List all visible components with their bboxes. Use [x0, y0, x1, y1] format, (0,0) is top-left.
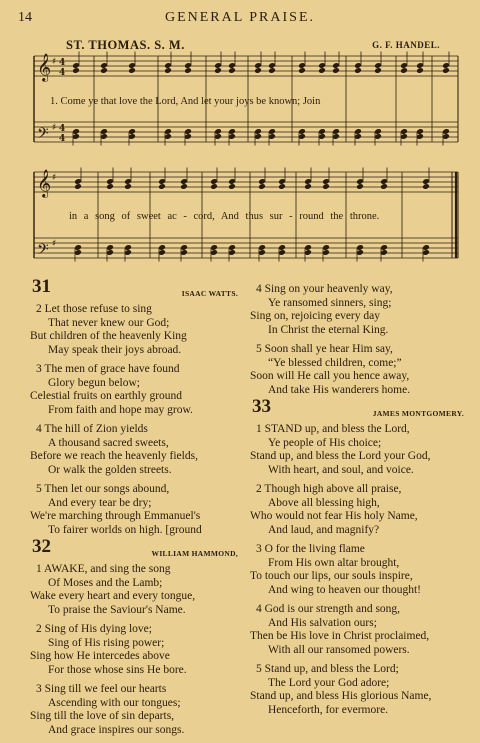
- music-notes: [37, 52, 450, 263]
- note-head: [128, 67, 136, 74]
- stanza: [30, 483, 242, 537]
- note-head: [210, 183, 218, 190]
- hymn-number: 31: [32, 276, 51, 297]
- hymn-32-stanzas: [30, 563, 242, 737]
- stanza-line: Soon will He call you hence away,: [250, 370, 410, 382]
- hymn-32-continued-stanzas: [250, 283, 468, 397]
- note-head: [278, 183, 286, 190]
- stanza: [30, 303, 242, 357]
- stanza-line: 1 AWAKE, and sing the song: [36, 563, 171, 575]
- note-head: [268, 67, 276, 74]
- time-signature: 4: [59, 58, 66, 68]
- stanza: [250, 483, 468, 537]
- note-head: [214, 67, 222, 74]
- stanza-line: Ascending with our tongues;: [48, 696, 181, 709]
- stanza-line: Sing of His rising power;: [48, 636, 165, 649]
- stanza-line: 4 Sing on your heavenly way,: [256, 283, 393, 295]
- note-head: [180, 183, 188, 190]
- tune-name: ST. THOMAS. S. M.: [66, 38, 185, 52]
- note-head: [74, 183, 82, 190]
- stanza-line: And His salvation ours;: [268, 616, 377, 629]
- time-signature: 4: [59, 124, 66, 134]
- stanza-line: And take His wanderers home.: [268, 383, 411, 396]
- stanza-line: Stand up, and bless the Lord your God,: [250, 450, 431, 462]
- stanza-line: Who would not fear His holy Name,: [250, 510, 418, 522]
- note-head: [158, 183, 166, 190]
- stanza-line: 5 Then let our songs abound,: [36, 483, 170, 495]
- hymn-number: 32: [32, 536, 51, 557]
- stanza-line: Sing till the love of sin departs,: [30, 710, 175, 722]
- stanza-line: We're marching through Emmanuel's: [30, 510, 201, 522]
- stanza-line: To fairer worlds on high. [ground: [48, 523, 202, 536]
- note-head: [400, 67, 408, 74]
- stanza-line: Glory begun below;: [48, 376, 140, 389]
- time-signature: 4: [59, 134, 66, 144]
- stanza-line: To touch our lips, our souls inspire,: [250, 570, 413, 582]
- stanza-line: Of Moses and the Lamb;: [48, 576, 163, 589]
- stanza: [250, 663, 468, 717]
- stanza-line: To praise the Saviour's Name.: [48, 603, 186, 616]
- stanza-line: From His own altar brought,: [268, 556, 400, 569]
- note-head: [374, 67, 382, 74]
- stanza-line: That never knew our God;: [48, 316, 170, 329]
- stanza-line: Sing on, rejoicing every day: [250, 310, 380, 322]
- stanza-line: Wake every heart and every tongue,: [30, 590, 196, 602]
- hymn-author: WILLIAM HAMMOND,: [151, 549, 238, 558]
- hymn-heading: [30, 536, 242, 563]
- stanza-line: 3 Sing till we feel our hearts: [36, 683, 167, 695]
- note-head: [356, 183, 364, 190]
- note-head: [380, 183, 388, 190]
- stanza-line: Ye ransomed sinners, sing;: [268, 296, 392, 309]
- stanza-line: Or walk the golden streets.: [48, 463, 172, 476]
- music-score: [0, 0, 480, 285]
- note-head: [442, 67, 450, 74]
- stanza-line: 2 Let those refuse to sing: [36, 303, 152, 315]
- stanza: [250, 543, 468, 597]
- page-number: 14: [18, 10, 32, 25]
- stanza-line: 4 God is our strength and song,: [256, 603, 401, 615]
- stanza-line: With heart, and soul, and voice.: [268, 463, 414, 476]
- key-signature-icon: ♯: [52, 173, 57, 183]
- stanza-line: 5 Soon shall ye hear Him say,: [256, 343, 393, 355]
- stanza-line: With all our ransomed powers.: [268, 643, 410, 656]
- note-head: [228, 67, 236, 74]
- staff-lines: [34, 56, 458, 258]
- stanza: [30, 363, 242, 417]
- lyric-line-1: 1. Come ye that love the Lord, And let your joys be known; Join: [50, 96, 321, 107]
- stanza-line: And wing to heaven our thought!: [268, 583, 421, 596]
- hymn-31-stanzas: [30, 303, 242, 537]
- stanza: [250, 343, 468, 397]
- page-title: GENERAL PRAISE.: [164, 10, 316, 25]
- stanza: [30, 423, 242, 477]
- note-head: [228, 183, 236, 190]
- stanza: [30, 623, 242, 677]
- stanza-line: 4 The hill of Zion yields: [36, 423, 148, 435]
- stanza-line: From faith and hope may grow.: [48, 403, 193, 416]
- note-head: [354, 67, 362, 74]
- stanza-line: But children of the heavenly King: [30, 330, 187, 342]
- stanza-line: Henceforth, for evermore.: [268, 703, 389, 716]
- stanza-line: And laud, and magnify?: [268, 523, 380, 536]
- stanza-line: 5 Stand up, and bless the Lord;: [256, 663, 399, 675]
- stanza-line: In Christ the eternal King.: [268, 323, 389, 336]
- stanza: [250, 603, 468, 657]
- hymn-number: 33: [252, 396, 271, 417]
- hymn-heading: [30, 276, 242, 303]
- stanza-line: Ye people of His choice;: [268, 436, 382, 449]
- note-head: [416, 67, 424, 74]
- key-signature-icon: ♯: [52, 123, 57, 133]
- stanza-line: Before we reach the heavenly fields,: [30, 450, 198, 462]
- key-signature-icon: ♯: [52, 239, 57, 249]
- stanza-line: “Ye blessed children, come;”: [268, 356, 402, 369]
- note-head: [100, 67, 108, 74]
- note-head: [304, 183, 312, 190]
- note-head: [422, 183, 430, 190]
- note-head: [258, 183, 266, 190]
- note-head: [322, 183, 330, 190]
- stanza-line: And every tear be dry;: [48, 496, 152, 509]
- stanza-line: Above all blessing high,: [268, 496, 380, 509]
- stanza-line: Stand up, and bless His glorious Name,: [250, 690, 432, 702]
- note-head: [254, 67, 262, 74]
- stanza: [30, 563, 242, 617]
- note-head: [72, 67, 80, 74]
- note-head: [164, 67, 172, 74]
- stanza-line: For those whose sins He bore.: [48, 663, 187, 676]
- stanza-line: 3 O for the living flame: [256, 543, 365, 555]
- hymn-heading: [250, 396, 468, 423]
- time-signature: 4: [59, 68, 66, 78]
- note-head: [332, 67, 340, 74]
- stanza-line: 1 STAND up, and bless the Lord,: [256, 423, 410, 435]
- composer-name: G. F. HANDEL.: [372, 40, 440, 50]
- hymn-author: ISAAC WATTS.: [181, 289, 238, 298]
- stanza: [250, 423, 468, 477]
- stanza-line: May speak their joys abroad.: [48, 343, 182, 356]
- stanza-line: The Lord your God adore;: [268, 676, 390, 689]
- right-column: [250, 283, 468, 723]
- clef-icon: 𝄞: [37, 169, 52, 197]
- note-head: [184, 67, 192, 74]
- clef-icon: 𝄢: [37, 125, 49, 146]
- stanza-line: Celestial fruits on earthly ground: [30, 390, 183, 402]
- note-head: [298, 67, 306, 74]
- note-head: [124, 183, 132, 190]
- stanza-line: 3 The men of grace have found: [36, 363, 180, 375]
- hymn-33-stanzas: [250, 423, 468, 717]
- stanza-line: 2 Though high above all praise,: [256, 483, 402, 495]
- hymn-author: JAMES MONTGOMERY.: [372, 409, 464, 418]
- stanza-line: Sing how He intercedes above: [30, 650, 170, 662]
- left-column: [30, 276, 242, 743]
- stanza: [250, 283, 468, 337]
- stanza-line: A thousand sacred sweets,: [48, 436, 169, 449]
- note-head: [318, 67, 326, 74]
- clef-icon: 𝄞: [37, 53, 52, 81]
- stanza: [30, 683, 242, 737]
- clef-icon: 𝄢: [37, 241, 49, 262]
- stanza-line: 2 Sing of His dying love;: [36, 623, 152, 635]
- note-head: [106, 183, 114, 190]
- key-signature-icon: ♯: [52, 57, 57, 67]
- stanza-line: And grace inspires our songs.: [48, 723, 185, 736]
- lyric-line-2: in a song of sweet ac - cord, And thus sur - round the throne.: [69, 211, 380, 222]
- stanza-line: Then be His love in Christ proclaimed,: [250, 630, 430, 642]
